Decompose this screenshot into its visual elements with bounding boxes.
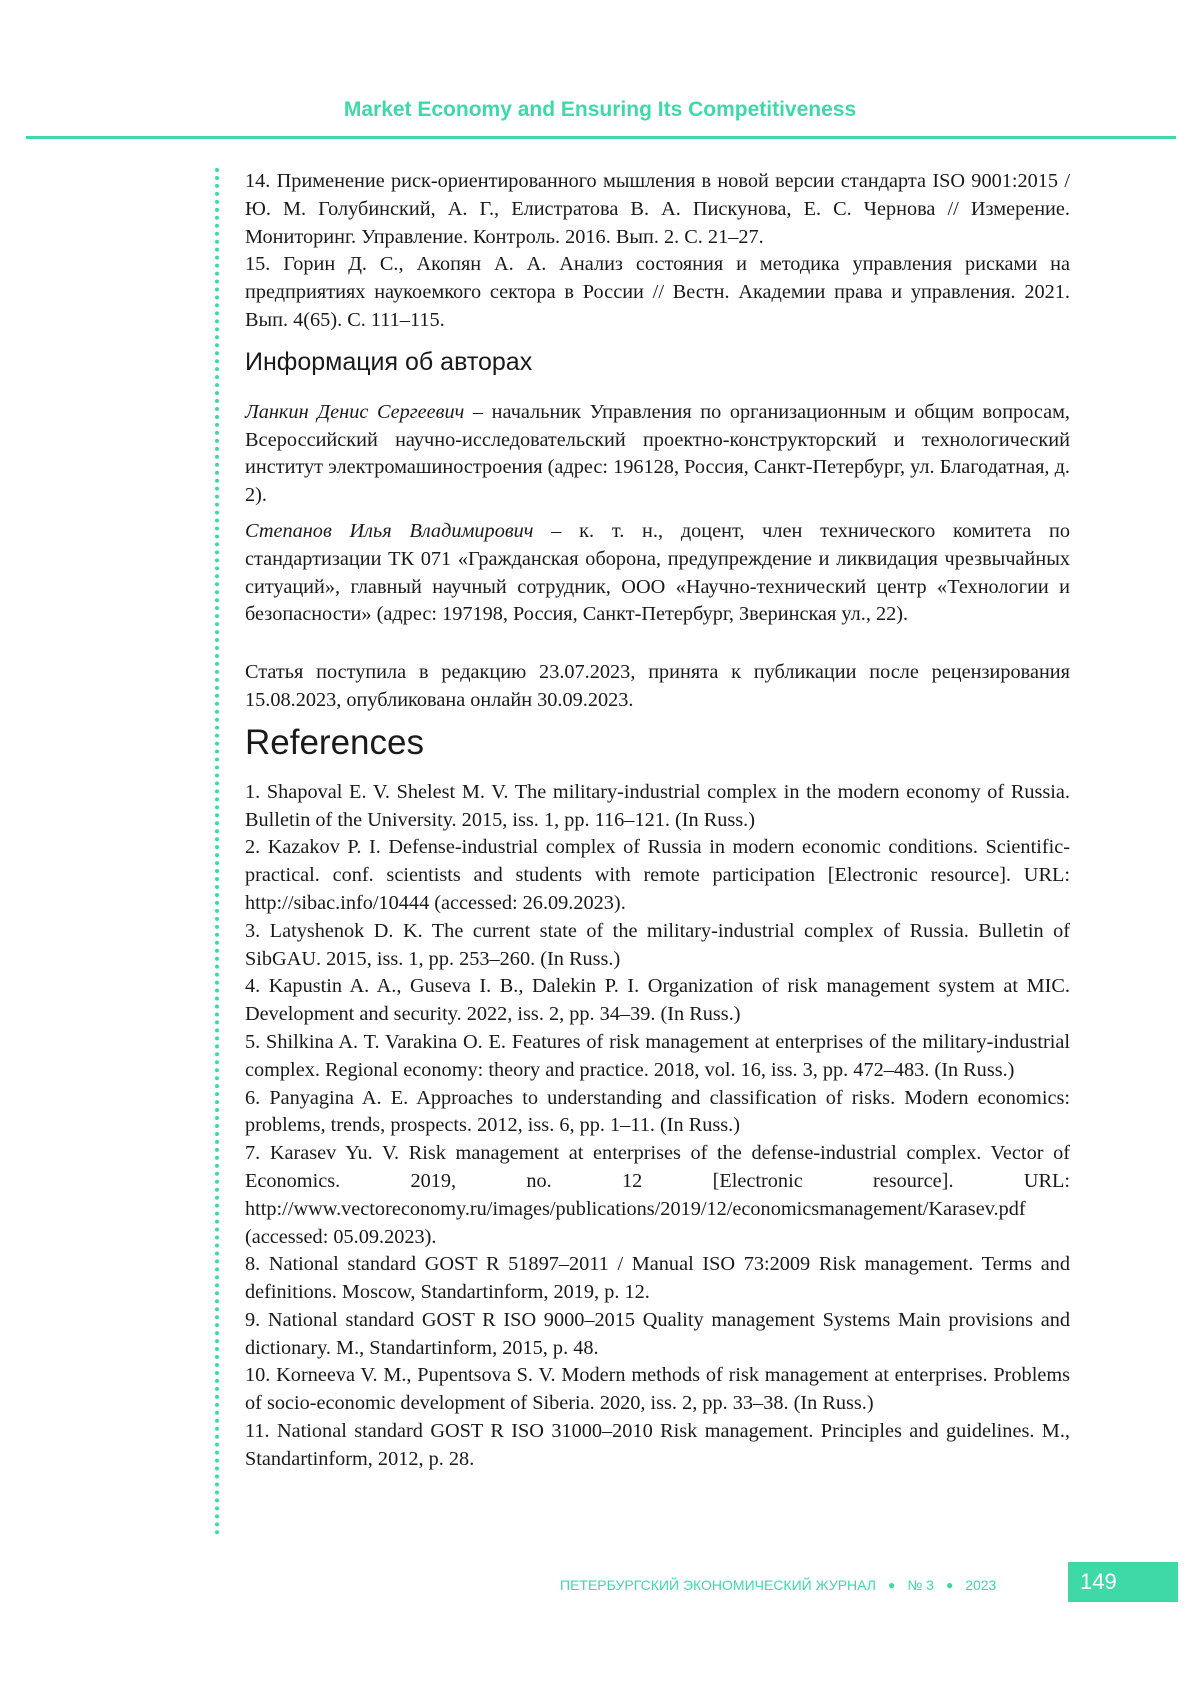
header-divider	[26, 136, 1176, 139]
journal-footer	[560, 1566, 996, 1604]
article-dates: Статья поступила в редакцию 23.07.2023, принята к публикации после рецензирования 15.08.2023, опубликована онлайн 30.09.2023.	[245, 661, 1070, 711]
authors-heading: Информация об авторах	[245, 347, 533, 376]
reference-en-item: 9. National standard GOST R ISO 9000–2015 Quality management Systems Main provisions and dictionary. M., Standartinform, 2015, p. 48.	[245, 1308, 1070, 1359]
author-info: – начальник Управления по организационным и общим вопросам, Всероссийский научно-исследовательский проектно-конструкторский и технологический институт электромашиностроения (адрес: 196128, Россия, Санкт-Петербург, ул. Благодатная, д. 2).	[245, 400, 1070, 507]
reference-en-item: 6. Panyagina A. E. Approaches to understanding and classification of risks. Modern economics: problems, trends, prospects. 2012, iss. 6, pp. 1–11. (In Russ.)	[245, 1086, 1070, 1137]
running-head-title: Market Economy and Ensuring Its Competitiveness	[343, 98, 857, 121]
reference-en-item: 10. Korneeva V. M., Pupentsova S. V. Modern methods of risk management at enterprises. Problems of socio-economic development of Siberia. 2020, iss. 2, pp. 33–38. (In Russ.)	[245, 1364, 1070, 1415]
bullet-separator: ●	[888, 1578, 896, 1592]
author-name: Степанов Илья Владимирович	[245, 519, 534, 542]
reference-en-item: 1. Shapoval E. V. Shelest M. V. The military-industrial complex in the modern economy of Russia. Bulletin of the University. 2015, iss. 1, pp. 116–121. (In Russ.)	[245, 780, 1070, 831]
reference-en-item: 4. Kapustin A. A., Guseva I. B., Dalekin P. I. Organization of risk management system at MIC. Development and security. 2022, iss. 2, pp. 34–39. (In Russ.)	[245, 975, 1070, 1026]
author-name: Ланкин Денис Сергеевич	[245, 400, 465, 423]
page-content	[245, 168, 1070, 1474]
reference-en-item: 2. Kazakov P. I. Defense-industrial complex of Russia in modern economic conditions. Scientific-practical. conf. scientists and students with remote participation [Electronic resource]. URL: http://sibac.info/10444 (accessed: 26.09.2023).	[245, 836, 1070, 914]
reference-en-item: 3. Latyshenok D. K. The current state of the military-industrial complex of Russia. Bulletin of SibGAU. 2015, iss. 1, pp. 253–260. (In Russ.)	[245, 919, 1070, 970]
publication-year: 2023	[965, 1577, 997, 1593]
spacer	[245, 637, 1070, 659]
bullet-separator: ●	[945, 1578, 954, 1592]
author-entry	[245, 518, 1070, 629]
page-number-badge	[1068, 1562, 1178, 1602]
reference-en-item: 11. National standard GOST R ISO 31000–2010 Risk management. Principles and guidelines. M., Standartinform, 2012, p. 28.	[245, 1420, 1070, 1470]
author-entry	[245, 399, 1070, 510]
journal-name: ПЕТЕРБУРГСКИЙ ЭКОНОМИЧЕСКИЙ ЖУРНАЛ	[560, 1577, 876, 1593]
author-info: – к. т. н., доцент, член технического комитета по стандартизации ТК 071 «Гражданская оборона, предупреждение и ликвидация чрезвычайных ситуаций», главный научный сотрудник, ООО «Научно-технический центр «Технологии и безопасности» (адрес: 197198, Россия, Санкт-Петербург, Зверинская ул., 22).	[245, 519, 1070, 626]
reference-ru-item: 14. Применение риск-ориентированного мышления в новой версии стандарта ISO 9001:2015 / Ю. М. Голубинский, А. Г., Елистратова В. А. Пискунова, Е. С. Чернова // Измерение. Мониторинг. Управление. Контроль. 2016. Вып. 2. С. 21–27.	[245, 170, 1070, 248]
references-heading: References	[245, 722, 424, 762]
page-number: 149	[1080, 1569, 1117, 1594]
margin-dotted-rule	[215, 168, 219, 1536]
reference-en-item: 8. National standard GOST R 51897–2011 / Manual ISO 73:2009 Risk management. Terms and definitions. Moscow, Standartinform, 2019, p. 12.	[245, 1253, 1070, 1304]
reference-ru-item: 15. Горин Д. С., Акопян А. А. Анализ состояния и методика управления рисками на предприятиях наукоемкого сектора в России // Вестн. Академии права и управления. 2021. Вып. 4(65). С. 111–115.	[245, 253, 1070, 331]
reference-en-item: 7. Karasev Yu. V. Risk management at enterprises of the defense-industrial complex. Vector of Economics. 2019, no. 12 [Electronic resource]. URL: http://www.vectoreconomy.ru/images/publications/2019/12/economicsmanagement/Karasev.pdf (accessed: 05.09.2023).	[245, 1142, 1070, 1248]
reference-en-item: 5. Shilkina A. T. Varakina O. E. Features of risk management at enterprises of the military-industrial complex. Regional economy: theory and practice. 2018, vol. 16, iss. 3, pp. 472–483. (In Russ.)	[245, 1030, 1070, 1081]
issue-number: № 3	[907, 1577, 934, 1593]
